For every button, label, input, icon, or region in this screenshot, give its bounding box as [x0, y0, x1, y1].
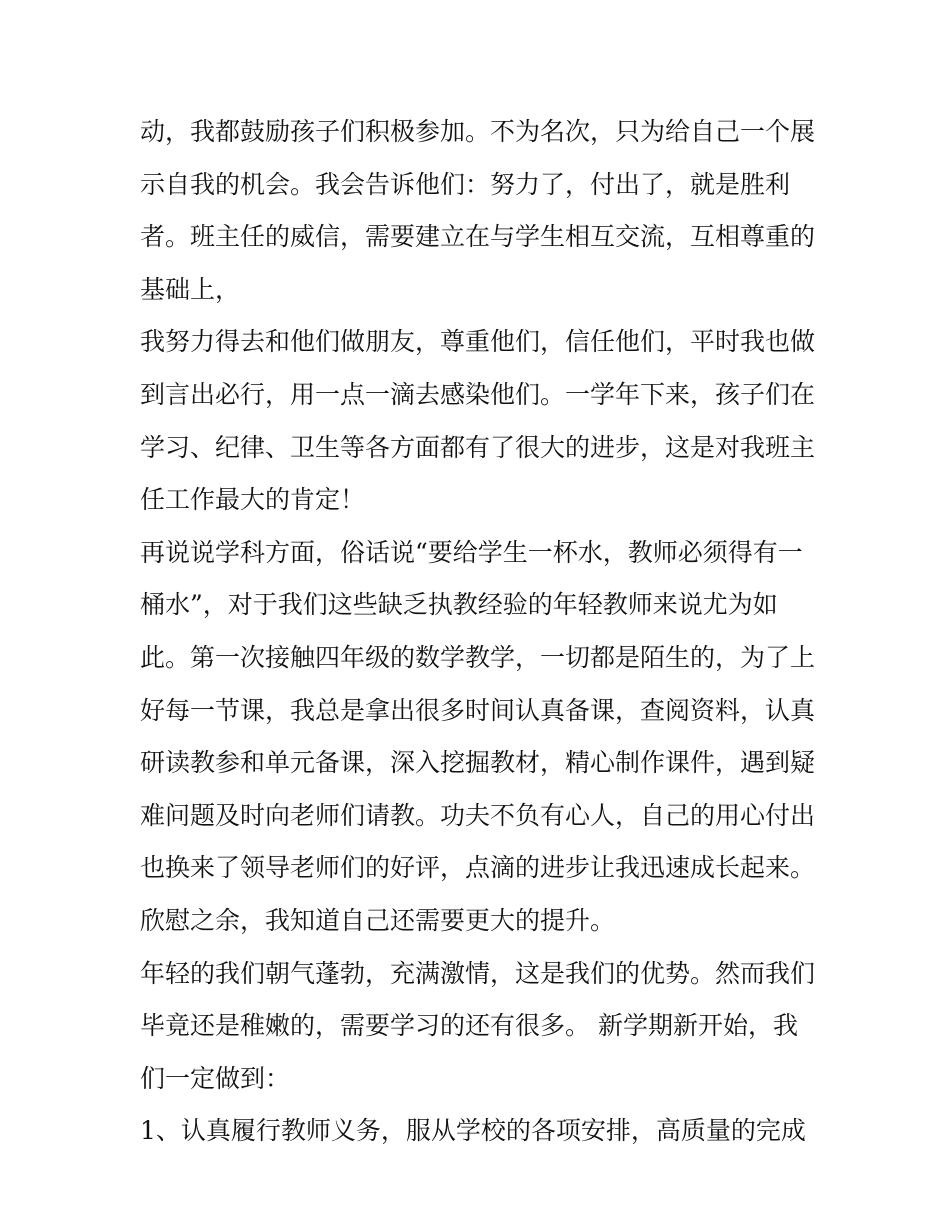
text-line: 者。班主任的威信，需要建立在与学生相互交流，互相尊重的: [140, 222, 816, 252]
text-line: 们一定做到：: [140, 1063, 291, 1093]
document-body: [140, 106, 820, 1158]
text-line: 示自我的机会。我会告诉他们：努力了，付出了，就是胜利: [140, 169, 791, 199]
text-line: 欣慰之余，我知道自己还需要更大的提升。: [140, 905, 616, 935]
text-line: 桶水”，对于我们这些缺乏执教经验的年轻教师来说尤为如: [140, 590, 778, 620]
text-line: 基础上，: [140, 274, 241, 304]
text-line: 我努力得去和他们做朋友，尊重他们，信任他们，平时我也做: [140, 327, 816, 357]
text-line: 学习、纪律、卫生等各方面都有了很大的进步，这是对我班主: [140, 432, 816, 462]
text-line: 任工作最大的肯定！: [140, 485, 366, 515]
text-line: 研读教参和单元备课，深入挖掘教材，精心制作课件，遇到疑: [140, 748, 816, 778]
text-line: 毕竟还是稚嫩的，需要学习的还有很多。 新学期新开始，我: [140, 1011, 798, 1041]
text-line: 1、认真履行教师义务，服从学校的各项安排，高质量的完成: [140, 1116, 806, 1146]
text-line: 此。第一次接触四年级的数学教学，一切都是陌生的，为了上: [140, 642, 816, 672]
text-line: 好每一节课，我总是拿出很多时间认真备课，查阅资料，认真: [140, 695, 816, 725]
text-line: 到言出必行，用一点一滴去感染他们。一学年下来，孩子们在: [140, 379, 816, 409]
text-line: 难问题及时向老师们请教。功夫不负有心人，自己的用心付出: [140, 800, 816, 830]
text-line: 也换来了领导老师们的好评，点滴的进步让我迅速成长起来。: [140, 853, 816, 883]
text-line: 再说说学科方面，俗话说“要给学生一杯水，教师必须得有一: [140, 537, 803, 567]
text-line: 动，我都鼓励孩子们积极参加。不为名次，只为给自己一个展: [140, 117, 816, 146]
text-line: 年轻的我们朝气蓬勃，充满激情，这是我们的优势。然而我们: [140, 958, 816, 988]
